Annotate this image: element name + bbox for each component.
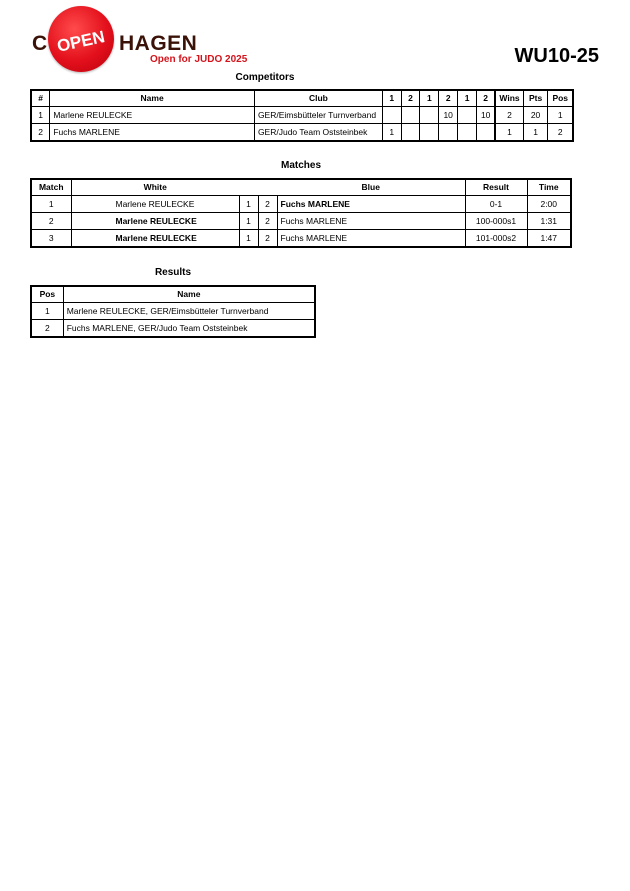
col-header-name: Name: [50, 90, 255, 107]
col-header-wins: Wins: [495, 90, 523, 107]
result-name: Fuchs MARLENE, GER/Judo Team Oststeinbek: [63, 320, 315, 338]
col-header-pos: Pos: [548, 90, 573, 107]
col-header-result: Result: [465, 179, 527, 196]
round-score: [420, 124, 439, 142]
matches-header-row: [31, 179, 571, 196]
competitor-pts: 20: [523, 107, 548, 124]
logo-hagen-text: HAGEN: [119, 32, 198, 55]
competitors-header-row: [31, 90, 573, 107]
round-score: [401, 107, 420, 124]
logo-open-text: OPEN: [55, 27, 107, 56]
white-competitor: Marlene REULECKE: [71, 230, 239, 248]
table-row: [31, 230, 571, 248]
round-score: [382, 107, 401, 124]
table-row: [31, 196, 571, 213]
round-score: [458, 124, 477, 142]
round-score: [476, 124, 495, 142]
col-header-name: Name: [63, 286, 315, 303]
round-score: [401, 124, 420, 142]
col-header-blue: Blue: [277, 179, 465, 196]
match-time: 2:00: [527, 196, 571, 213]
col-header-round: 2: [439, 90, 458, 107]
white-number: 1: [239, 196, 258, 213]
match-result: 0-1: [465, 196, 527, 213]
col-header-match: Match: [31, 179, 71, 196]
col-header-round: 2: [476, 90, 495, 107]
match-number: 3: [31, 230, 71, 248]
match-number: 2: [31, 213, 71, 230]
match-result: 101-000s2: [465, 230, 527, 248]
round-score: 1: [382, 124, 401, 142]
results-table: [30, 285, 316, 338]
col-header-pts: Pts: [523, 90, 548, 107]
col-header-round: 1: [382, 90, 401, 107]
category-title: WU10-25: [514, 45, 599, 67]
competitor-pos: 1: [548, 107, 573, 124]
table-row: [31, 320, 315, 338]
col-header-time: Time: [527, 179, 571, 196]
competitors-title: Competitors: [235, 72, 295, 83]
white-competitor: Marlene REULECKE: [71, 213, 239, 230]
white-competitor: Marlene REULECKE: [71, 196, 239, 213]
blue-number: 2: [258, 230, 277, 248]
competitor-name: Fuchs MARLENE: [50, 124, 255, 142]
matches-title: Matches: [280, 160, 321, 171]
round-score: [458, 107, 477, 124]
col-header-round: 2: [401, 90, 420, 107]
competitor-name: Marlene REULECKE: [50, 107, 255, 124]
round-score: 10: [439, 107, 458, 124]
competitor-wins: 1: [495, 124, 523, 142]
result-name: Marlene REULECKE, GER/Eimsbütteler Turnverband: [63, 303, 315, 320]
result-position: 1: [31, 303, 63, 320]
col-header-white-spacer: [239, 179, 258, 196]
col-header-round: 1: [458, 90, 477, 107]
col-header-round: 1: [420, 90, 439, 107]
table-row: [31, 124, 573, 142]
logo-tagline: Open for JUDO 2025: [150, 54, 248, 65]
round-score: 10: [476, 107, 495, 124]
match-time: 1:31: [527, 213, 571, 230]
col-header-pos: Pos: [31, 286, 63, 303]
competitor-pts: 1: [523, 124, 548, 142]
match-time: 1:47: [527, 230, 571, 248]
table-row: [31, 107, 573, 124]
competitor-number: 1: [31, 107, 50, 124]
logo-letter-c: C: [32, 32, 48, 55]
match-result: 100-000s1: [465, 213, 527, 230]
col-header-club: Club: [254, 90, 382, 107]
blue-number: 2: [258, 196, 277, 213]
table-row: [31, 213, 571, 230]
col-header-blue-spacer: [258, 179, 277, 196]
blue-competitor: Fuchs MARLENE: [277, 230, 465, 248]
blue-competitor: Fuchs MARLENE: [277, 213, 465, 230]
round-score: [439, 124, 458, 142]
blue-competitor: Fuchs MARLENE: [277, 196, 465, 213]
competitor-pos: 2: [548, 124, 573, 142]
competitor-wins: 2: [495, 107, 523, 124]
blue-number: 2: [258, 213, 277, 230]
col-header-number: #: [31, 90, 50, 107]
results-title: Results: [154, 267, 192, 278]
competitor-club: GER/Eimsbütteler Turnverband: [254, 107, 382, 124]
table-row: [31, 303, 315, 320]
competitor-club: GER/Judo Team Oststeinbek: [254, 124, 382, 142]
result-position: 2: [31, 320, 63, 338]
matches-table: [30, 178, 572, 248]
copenhagen-open-logo: [30, 6, 260, 74]
white-number: 1: [239, 230, 258, 248]
col-header-white: White: [71, 179, 239, 196]
white-number: 1: [239, 213, 258, 230]
competitors-table: [30, 89, 574, 142]
match-number: 1: [31, 196, 71, 213]
results-header-row: [31, 286, 315, 303]
competitor-number: 2: [31, 124, 50, 142]
round-score: [420, 107, 439, 124]
